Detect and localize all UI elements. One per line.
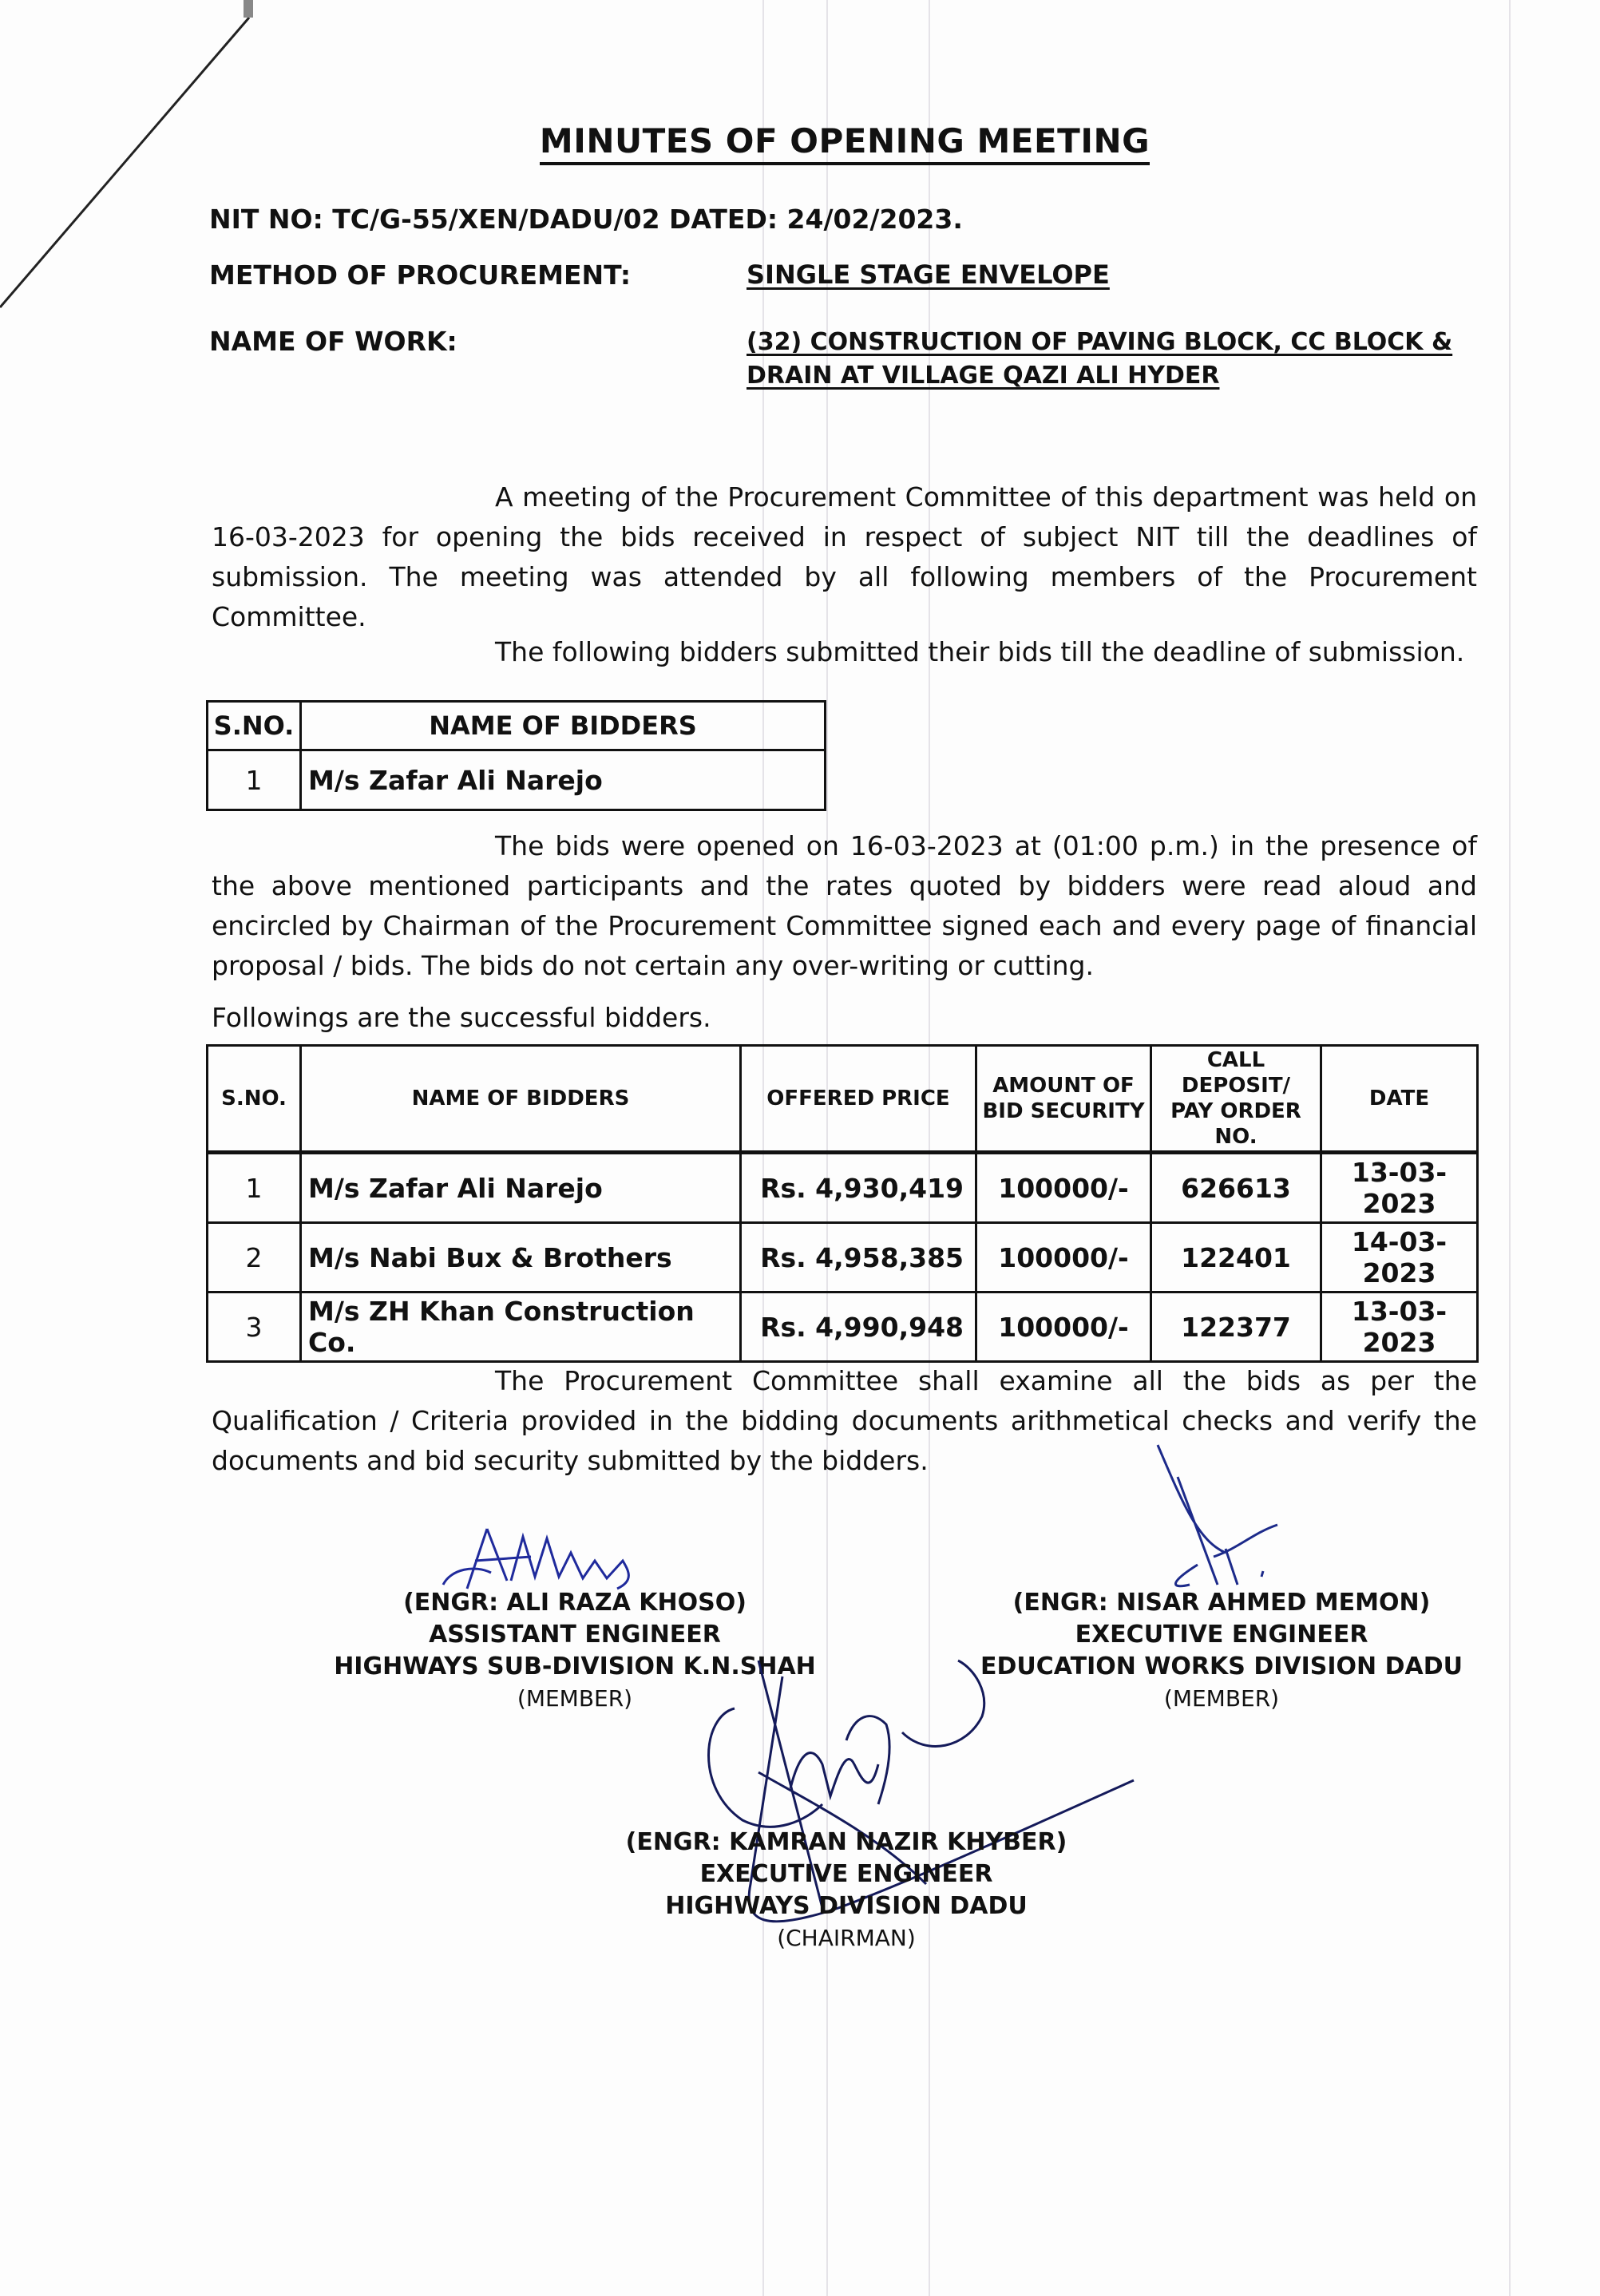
security-header-line2: BID SECURITY <box>982 1099 1145 1123</box>
cell-deposit: 626613 <box>1151 1153 1321 1223</box>
nit-line: NIT NO: TC/G-55/XEN/DADU/02 DATED: 24/02/2023. <box>209 204 963 235</box>
work-value-line1: (32) CONSTRUCTION OF PAVING BLOCK, CC BLOCK & <box>747 328 1453 356</box>
cell-deposit: 122377 <box>1151 1292 1321 1362</box>
signature-nisar-ahmed-memon <box>1118 1429 1293 1589</box>
signatory-designation: ASSISTANT ENGINEER <box>429 1621 721 1649</box>
cell-name: M/s Zafar Ali Narejo <box>301 1153 741 1223</box>
title-text: MINUTES OF OPENING MEETING <box>540 121 1150 165</box>
signatory-office: HIGHWAYS DIVISION DADU <box>665 1892 1028 1920</box>
signatory-office: EDUCATION WORKS DIVISION DADU <box>980 1653 1463 1680</box>
col-price-header: OFFERED PRICE <box>741 1046 976 1153</box>
opening-paragraph <box>212 826 1477 986</box>
cell-price: Rs. 4,990,948 <box>741 1292 976 1362</box>
method-label: METHOD OF PROCUREMENT: <box>209 259 632 291</box>
table-row <box>208 1223 1478 1292</box>
meeting-paragraph <box>212 477 1477 637</box>
submitted-bidders-table <box>206 700 826 811</box>
cell-name: M/s Nabi Bux & Brothers <box>301 1223 741 1292</box>
signatory-role: (MEMBER) <box>1163 1685 1280 1712</box>
cell-sno: 2 <box>208 1223 301 1292</box>
successful-intro: Followings are the successful bidders. <box>212 1002 711 1033</box>
cell-name: M/s ZH Khan Construction Co. <box>301 1292 741 1362</box>
cell-sno: 1 <box>208 750 301 810</box>
work-label: NAME OF WORK: <box>209 326 457 357</box>
cell-security: 100000/- <box>976 1223 1151 1292</box>
cell-name: M/s Zafar Ali Narejo <box>301 750 826 810</box>
deposit-header-line2: PAY ORDER NO. <box>1170 1099 1301 1149</box>
signatory-designation: EXECUTIVE ENGINEER <box>699 1860 993 1888</box>
submitted-intro: The following bidders submitted their bids till the deadline of submission. <box>495 636 1465 667</box>
table-row <box>208 750 826 810</box>
method-value <box>747 259 1110 290</box>
cell-sno: 3 <box>208 1292 301 1362</box>
signatory-3 <box>591 1827 1102 1954</box>
work-value <box>747 326 1452 393</box>
examination-paragraph-text: The Procurement Committee shall examine all the bids as per the Qualification / Criteria provided in the bidding documents arithmetical checks and verify the documents and bid security submitted by the bidders. <box>212 1365 1477 1476</box>
signatory-role: (MEMBER) <box>517 1685 633 1712</box>
table-row <box>208 1153 1478 1223</box>
meeting-paragraph-text: A meeting of the Procurement Committee of this department was held on 16-03-2023 for opening the bids received in respect of subject NIT till the deadlines of submission. The meeting was attended by all following members of the Procurement Committee. <box>212 481 1477 632</box>
cell-price: Rs. 4,930,419 <box>741 1153 976 1223</box>
col-deposit-header <box>1151 1046 1321 1153</box>
signatory-office: HIGHWAYS SUB-DIVISION K.N.SHAH <box>334 1653 816 1680</box>
cell-date: 13-03-2023 <box>1321 1153 1478 1223</box>
signatory-name: (ENGR: KAMRAN NAZIR KHYBER) <box>625 1828 1067 1856</box>
table-row <box>208 1292 1478 1362</box>
cell-security: 100000/- <box>976 1292 1151 1362</box>
col-name-header: NAME OF BIDDERS <box>301 702 826 750</box>
successful-bidders-table <box>206 1044 1479 1363</box>
signatory-name: (ENGR: ALI RAZA KHOSO) <box>403 1589 747 1617</box>
cell-date: 14-03-2023 <box>1321 1223 1478 1292</box>
cell-security: 100000/- <box>976 1153 1151 1223</box>
scan-artifact-line <box>1509 0 1511 2296</box>
cell-date: 13-03-2023 <box>1321 1292 1478 1362</box>
deposit-header-line1: CALL DEPOSIT/ <box>1181 1048 1291 1098</box>
cell-sno: 1 <box>208 1153 301 1223</box>
signatory-designation: EXECUTIVE ENGINEER <box>1075 1621 1368 1649</box>
signature-ali-raza-khoso <box>419 1521 659 1593</box>
table-header-row <box>208 702 826 750</box>
cell-price: Rs. 4,958,385 <box>741 1223 976 1292</box>
col-security-header <box>976 1046 1151 1153</box>
col-date-header: DATE <box>1321 1046 1478 1153</box>
col-name-header: NAME OF BIDDERS <box>301 1046 741 1153</box>
opening-paragraph-text: The bids were opened on 16-03-2023 at (01:00 p.m.) in the presence of the above mentioned participants and the rates quoted by bidders were read aloud and encircled by Chairman of the Procurement Committee signed each and every page of financial proposal / bids. The bids do not certain any over-writing or cutting. <box>212 830 1477 981</box>
col-sno-header: S.NO. <box>208 702 301 750</box>
security-header-line1: AMOUNT OF <box>992 1074 1135 1098</box>
signatory-role: (CHAIRMAN) <box>777 1925 916 1951</box>
table-header-row <box>208 1046 1478 1153</box>
page-title <box>0 121 1600 160</box>
work-value-line2: DRAIN AT VILLAGE QAZI ALI HYDER <box>747 362 1220 390</box>
method-value-text: SINGLE STAGE ENVELOPE <box>747 259 1110 290</box>
cell-deposit: 122401 <box>1151 1223 1321 1292</box>
col-sno-header: S.NO. <box>208 1046 301 1153</box>
signatory-name: (ENGR: NISAR AHMED MEMON) <box>1012 1589 1431 1617</box>
